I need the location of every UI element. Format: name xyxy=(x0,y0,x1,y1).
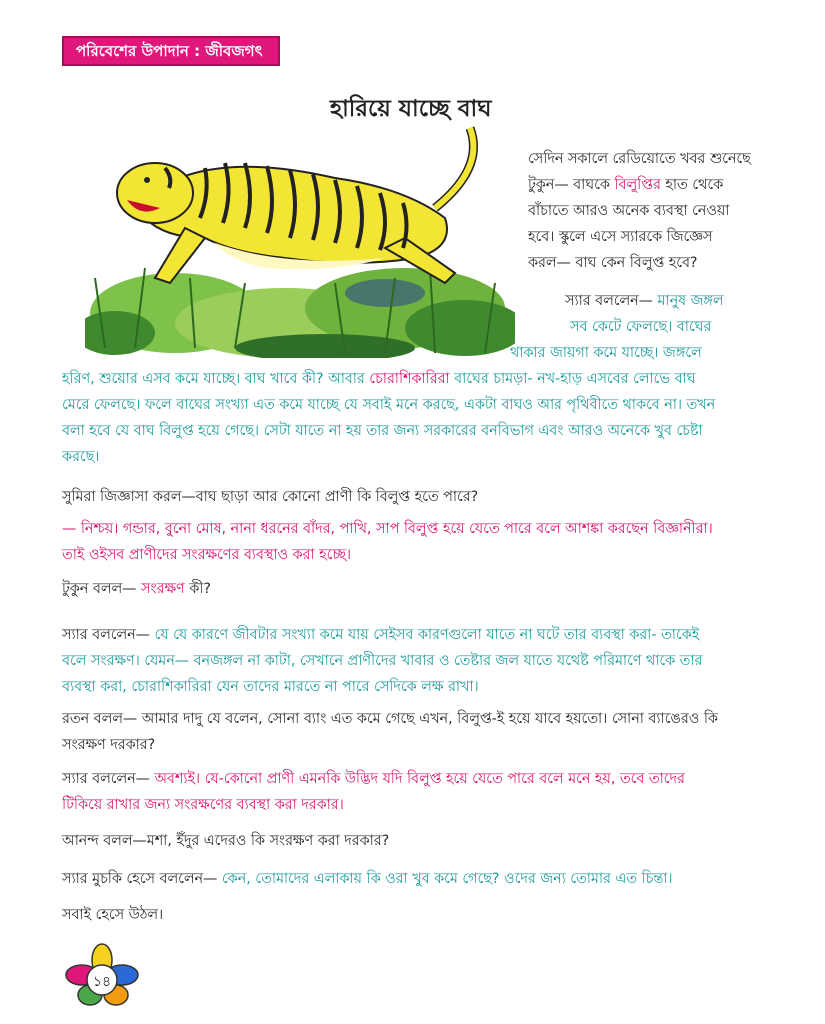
dialog-line: বলে সংরক্ষণ। যেমন— বনজঙ্গল না কাটা, সেখানে প্রাণীদের খাবার ও তেষ্টার জল যাতে যথেষ্ট পরিমাণে থাকে তার xyxy=(62,653,703,669)
intro-paragraph xyxy=(528,146,751,276)
sir-answer-3 xyxy=(62,766,685,818)
dialog-line: স্যার বললেন— অবশ্যই। যে-কোনো প্রাণী এমনকি উদ্ভিদ যদি বিলুপ্ত হয়ে যেতে পারে বলে মনে হয়, তবে তাদের xyxy=(62,771,685,787)
highlight-term: সংরক্ষণ xyxy=(140,581,185,597)
answer-extinction xyxy=(62,516,713,568)
page-number: ১৪ xyxy=(92,974,112,990)
ananda-question: আনন্দ বলল—মশা, ইঁদুর এদেরও কি সংরক্ষণ করা দরকার? xyxy=(62,833,390,849)
dialog-line: সব কেটে ফেলছে। বাঘের xyxy=(570,319,712,335)
dialog-line: থাকার জায়গা কমে যাচ্ছে। জঙ্গলে xyxy=(510,345,702,361)
dialog-line: টিকিয়ে রাখার জন্য সংরক্ষণের ব্যবস্থা করা দরকার। xyxy=(62,797,344,813)
dialog-line: হরিণ, শুয়োর এসব কমে যাচ্ছে। বাঘ খাবে কী? আবার চোরাশিকারিরা বাঘের চামড়া- নখ-হাড় এসবের লোভে বাঘ xyxy=(62,371,696,387)
tukun-question: টুকুন বলল— সংরক্ষণ কী? xyxy=(62,581,211,597)
intro-line: টুকুন— বাঘকে বিলুপ্তির হাত থেকে xyxy=(528,177,724,193)
sir-answer-1-head xyxy=(565,288,724,340)
tiger-illustration xyxy=(85,108,515,358)
dialog-line: স্যার বললেন— মানুষ জঙ্গল xyxy=(565,293,724,309)
dialog-line: স্যার বললেন— যে যে কারণে জীবটার সংখ্যা কমে যায় সেইসব কারণগুলো যাতে না ঘটে তার ব্যবস্থা করা- তাকেই xyxy=(62,627,700,643)
page-number-badge xyxy=(62,940,142,1010)
dialog-line: ব্যবস্থা করা, চোরাশিকারিরা যেন তাদের মারতে না পারে সেদিকে লক্ষ রাখা। xyxy=(62,679,479,695)
intro-line: বাঁচাতে আরও অনেক ব্যবস্থা নেওয়া xyxy=(528,203,730,219)
sumira-question: সুমিরা জিজ্ঞাসা করল—বাঘ ছাড়া আর কোনো প্রাণী কি বিলুপ্ত হতে পারে? xyxy=(62,489,479,505)
dialog-line: — নিশ্চয়। গন্ডার, বুনো মোষ, নানা ধরনের বাঁদর, পাখি, সাপ বিলুপ্ত হয়ে যেতে পারে বলে আশঙ্কা করছেন বিজ্ঞানীরা। xyxy=(62,521,713,537)
highlight-term: বিলুপ্তির xyxy=(614,177,661,193)
intro-line: করল— বাঘ কেন বিলুপ্ত হবে? xyxy=(528,255,698,271)
dialog-line: সংরক্ষণ দরকার? xyxy=(62,737,156,753)
dialog-line: রতন বলল— আমার দাদু যে বলেন, সোনা ব্যাং এত কমে গেছে এখন, বিলুপ্ত-ই হয়ে যাবে হয়তো। সোনা ব্যাঙেরও কি xyxy=(62,711,718,727)
dialog-line: মেরে ফেলছে। ফলে বাঘের সংখ্যা এত কমে যাচ্ছে যে সবাই মনে করছে, একটা বাঘও আর পৃথিবীতে থাকবে না। তখন xyxy=(62,397,716,413)
chapter-header: পরিবেশের উপাদান : জীবজগৎ xyxy=(62,36,280,66)
intro-line: সেদিন সকালে রেডিয়োতে খবর শুনেছে xyxy=(528,151,751,167)
highlight-term: চোরাশিকারিরা xyxy=(369,371,450,387)
dialog-line: করছে। xyxy=(62,449,100,465)
sir-answer-2 xyxy=(62,622,702,700)
closing-line: সবাই হেসে উঠল। xyxy=(62,907,164,923)
intro-line: হবে। স্কুলে এসে স্যারকে জিজ্ঞেস xyxy=(528,229,713,245)
dialog-line: তাই ওইসব প্রাণীদের সংরক্ষণের ব্যবস্থাও করা হচ্ছে। xyxy=(62,547,352,563)
sir-answer-1-body xyxy=(62,366,762,470)
page-title: হারিয়ে যাচ্ছে বাঘ xyxy=(330,96,492,122)
ratan-question xyxy=(62,706,718,758)
dialog-line: বলা হবে যে বাঘ বিলুপ্ত হয়ে গেছে। সেটা যাতে না হয় তার জন্য সরকারের বনবিভাগ এবং আরও অনেকে খুব চেষ্টা xyxy=(62,423,703,439)
sir-answer-4: স্যার মুচকি হেসে বললেন— কেন, তোমাদের এলাকায় কি ওরা খুব কমে গেছে? ওদের জন্য তোমার এত চিন্তা। xyxy=(62,871,673,887)
